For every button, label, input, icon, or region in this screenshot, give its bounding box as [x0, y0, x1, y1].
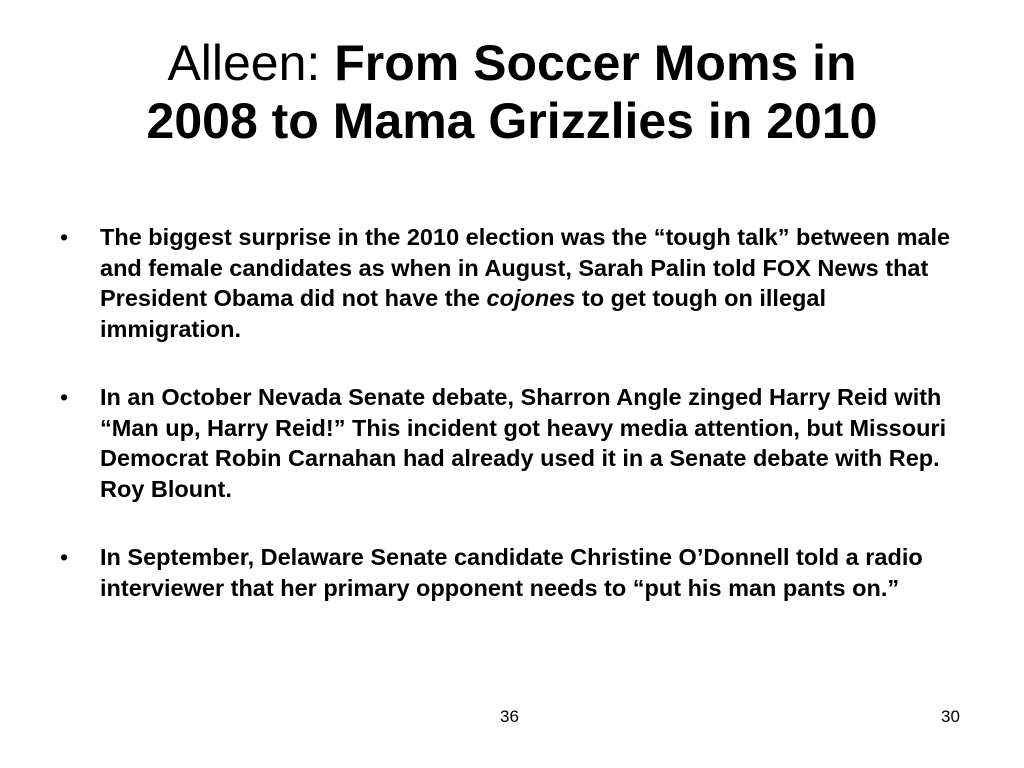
title-line1: From Soccer Moms in: [334, 35, 857, 91]
title-line2: 2008 to Mama Grizzlies in 2010: [146, 93, 878, 149]
bullet-3-text: In September, Delaware Senate candidate Christine O’Donnell told a radio interviewer that her primary opponent needs to “put his man pants on.”: [100, 544, 923, 601]
slide-number-right: 30: [941, 707, 960, 726]
bullet-icon: •: [60, 384, 69, 410]
slide-number-center: 36: [500, 707, 519, 726]
bullet-icon: •: [60, 544, 69, 570]
bullet-item-3: [58, 542, 968, 603]
bullet-1-italic: cojones: [486, 285, 576, 311]
bullet-1-text-before: The biggest surprise in the 2010 election was the “tough talk” between male and female candidates as when in August, Sarah Palin told FOX News that President Obama did not have the: [100, 224, 951, 311]
bullet-icon: •: [60, 224, 69, 250]
slide-title: [40, 34, 984, 150]
bullet-1-text-after: to get tough on illegal immigration.: [100, 285, 826, 342]
bullet-item-2: [58, 382, 968, 504]
title-prefix: Alleen:: [167, 35, 335, 91]
bullet-item-1: [58, 222, 968, 344]
bullet-2-text: In an October Nevada Senate debate, Sharron Angle zinged Harry Reid with “Man up, Harry Reid!” This incident got heavy media attention, but Missouri Democrat Robin Carnahan had already used it in a Senate debate with Rep. Roy Blount.: [100, 384, 947, 502]
bullet-list: [58, 222, 968, 641]
